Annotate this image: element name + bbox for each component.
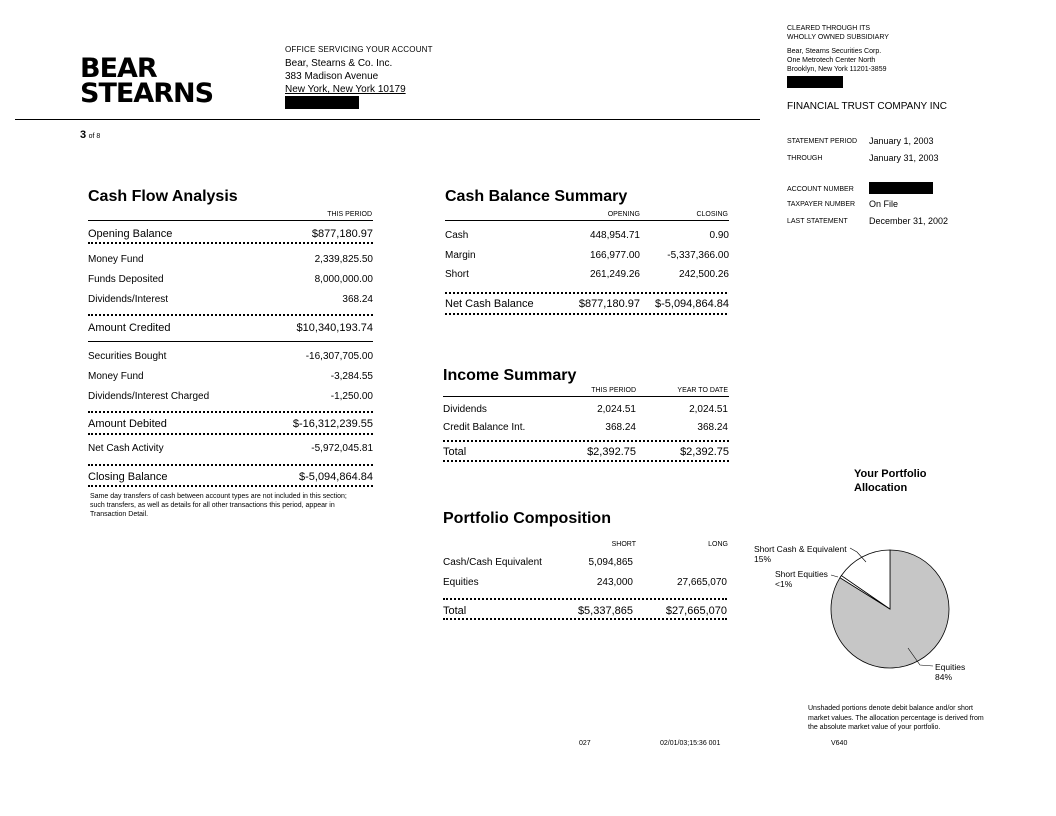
divider bbox=[88, 220, 373, 221]
row-label: Cash bbox=[445, 230, 469, 241]
row-label: Credit Balance Int. bbox=[443, 422, 526, 433]
dotted-divider bbox=[88, 464, 373, 466]
row-label: Amount Debited bbox=[88, 418, 167, 430]
statement-period-value: January 1, 2003 bbox=[869, 136, 934, 146]
row-label: Amount Credited bbox=[88, 322, 171, 334]
row-value: $877,180.97 bbox=[311, 228, 373, 240]
footer-code: 027 bbox=[579, 740, 591, 747]
divider bbox=[445, 220, 729, 221]
cash-flow-col-header: THIS PERIOD bbox=[327, 211, 372, 218]
col-header-this-period: THIS PERIOD bbox=[591, 387, 636, 394]
footer-code-2: V640 bbox=[831, 740, 848, 747]
redaction-block bbox=[285, 96, 359, 109]
col-header-opening: OPENING bbox=[607, 211, 640, 218]
row-value: 448,954.71 bbox=[589, 230, 640, 241]
account-number-label: ACCOUNT NUMBER bbox=[787, 186, 854, 193]
through-label: THROUGH bbox=[787, 155, 823, 162]
through-value: January 31, 2003 bbox=[869, 153, 939, 163]
row-value: -16,307,705.00 bbox=[305, 351, 373, 362]
row-value: 242,500.26 bbox=[678, 269, 729, 280]
dotted-divider bbox=[88, 314, 373, 316]
allocation-title-line-2: Allocation bbox=[854, 482, 908, 494]
row-label: Securities Bought bbox=[88, 351, 167, 362]
dotted-divider bbox=[443, 618, 727, 620]
col-header-short: SHORT bbox=[611, 541, 636, 548]
statement-period-label: STATEMENT PERIOD bbox=[787, 138, 858, 145]
row-value: $-5,094,864.84 bbox=[298, 471, 373, 483]
row-value: -5,337,366.00 bbox=[667, 250, 729, 261]
account-number-redacted bbox=[869, 182, 933, 194]
page-current: 3 bbox=[80, 129, 87, 141]
cash-flow-title: Cash Flow Analysis bbox=[88, 188, 238, 205]
col-header-long: LONG bbox=[708, 541, 728, 548]
row-value: -5,972,045.81 bbox=[311, 443, 373, 454]
row-value: 2,339,825.50 bbox=[314, 254, 373, 265]
row-label: Opening Balance bbox=[88, 228, 173, 240]
row-value: 261,249.26 bbox=[589, 269, 640, 280]
row-label: Dividends/Interest Charged bbox=[88, 391, 210, 402]
dotted-divider bbox=[443, 460, 729, 462]
cash-flow-note: Same day transfers of cash between account types are not included in this section; such transfers, as well as details for all other transactions this period, appear in Transaction Detail. bbox=[90, 493, 347, 518]
row-value: 27,665,070 bbox=[676, 577, 727, 588]
taxpayer-number-value: On File bbox=[869, 199, 899, 209]
dotted-divider bbox=[88, 411, 373, 413]
row-label: Margin bbox=[445, 250, 476, 261]
page-total: of 8 bbox=[88, 133, 101, 140]
row-value: 368.24 bbox=[605, 422, 636, 433]
allocation-note: Unshaded portions denote debit balance and/or short market values. The allocation percentage is derived from the absolute market value of your portfolio. bbox=[808, 705, 984, 731]
row-label: Total bbox=[443, 605, 467, 617]
dotted-divider bbox=[443, 440, 729, 442]
last-statement-value: December 31, 2002 bbox=[869, 216, 949, 226]
dotted-divider bbox=[445, 313, 727, 315]
office-line-1: Bear, Stearns & Co. Inc. bbox=[285, 58, 393, 69]
clearing-line-2: WHOLLY OWNED SUBSIDIARY bbox=[787, 34, 889, 41]
row-label: Closing Balance bbox=[88, 471, 168, 483]
taxpayer-number-label: TAXPAYER NUMBER bbox=[787, 201, 856, 208]
pie-label-short-equities bbox=[775, 569, 828, 589]
row-label: Cash/Cash Equivalent bbox=[443, 557, 542, 568]
redaction-block bbox=[787, 76, 843, 88]
row-value: 5,094,865 bbox=[588, 557, 633, 568]
row-label: Equities bbox=[443, 577, 479, 588]
row-value: $-16,312,239.55 bbox=[292, 418, 373, 430]
pie-label-pct: 15% bbox=[754, 554, 772, 564]
row-value: 2,024.51 bbox=[689, 404, 728, 415]
col-header-closing: CLOSING bbox=[696, 211, 728, 218]
pie-label-name: Short Equities bbox=[775, 569, 828, 579]
page-number bbox=[80, 129, 100, 141]
row-label: Total bbox=[443, 446, 467, 458]
header-rule bbox=[15, 119, 760, 120]
office-line-3: New York, New York 10179 bbox=[285, 84, 406, 95]
last-statement-label: LAST STATEMENT bbox=[787, 218, 848, 225]
portfolio-title: Portfolio Composition bbox=[443, 510, 611, 527]
logo-line-1: BEAR bbox=[80, 53, 157, 84]
col-header-ytd: YEAR TO DATE bbox=[677, 387, 728, 394]
pie-label-name: Short Cash & Equivalent bbox=[754, 544, 847, 554]
pie-label-pct: 84% bbox=[935, 672, 953, 682]
office-line-2: 383 Madison Avenue bbox=[285, 71, 379, 82]
row-value: $-5,094,864.84 bbox=[654, 298, 729, 310]
row-label: Net Cash Balance bbox=[445, 298, 534, 310]
allocation-title-line-1: Your Portfolio bbox=[854, 468, 927, 480]
divider bbox=[88, 341, 373, 342]
row-label: Dividends/Interest bbox=[88, 294, 169, 305]
row-value: $877,180.97 bbox=[578, 298, 640, 310]
logo-line-2: STEARNS bbox=[80, 78, 214, 109]
row-value: 368.24 bbox=[342, 294, 373, 305]
row-value: $2,392.75 bbox=[680, 446, 729, 458]
row-value: 2,024.51 bbox=[597, 404, 636, 415]
row-value: 243,000 bbox=[596, 577, 633, 588]
cash-balance-title: Cash Balance Summary bbox=[445, 188, 628, 205]
pie-label-equities bbox=[935, 662, 965, 682]
row-value: -3,284.55 bbox=[330, 371, 373, 382]
bear-stearns-logo bbox=[80, 53, 214, 109]
row-value: $10,340,193.74 bbox=[296, 322, 373, 334]
pie-label-name: Equities bbox=[935, 662, 966, 672]
pie-label-short-cash bbox=[754, 544, 847, 564]
row-value: 0.90 bbox=[709, 230, 729, 241]
office-header: OFFICE SERVICING YOUR ACCOUNT bbox=[285, 45, 433, 54]
row-label: Funds Deposited bbox=[88, 274, 164, 285]
dotted-divider bbox=[443, 598, 727, 600]
row-value: -1,250.00 bbox=[330, 391, 373, 402]
clearing-line-5: Brooklyn, New York 11201-3859 bbox=[787, 66, 887, 73]
office-address bbox=[285, 43, 433, 113]
dotted-divider bbox=[445, 292, 727, 294]
pie-label-pct: <1% bbox=[775, 579, 793, 589]
row-value: $5,337,865 bbox=[577, 605, 633, 617]
row-value: 368.24 bbox=[697, 422, 728, 433]
row-label: Net Cash Activity bbox=[88, 443, 164, 454]
clearing-line-4: One Metrotech Center North bbox=[787, 57, 876, 64]
row-value: $27,665,070 bbox=[665, 605, 727, 617]
row-label: Money Fund bbox=[88, 254, 144, 265]
leader-line bbox=[831, 575, 838, 577]
row-value: 166,977.00 bbox=[589, 250, 640, 261]
divider bbox=[443, 396, 729, 397]
row-label: Short bbox=[445, 269, 469, 280]
income-title: Income Summary bbox=[443, 367, 577, 384]
row-label: Money Fund bbox=[88, 371, 144, 382]
dotted-divider bbox=[88, 242, 373, 244]
row-value: $2,392.75 bbox=[587, 446, 636, 458]
row-label: Dividends bbox=[443, 404, 487, 415]
clearing-line-3: Bear, Stearns Securities Corp. bbox=[787, 48, 882, 55]
clearing-info bbox=[787, 24, 889, 91]
clearing-line-1: CLEARED THROUGH ITS bbox=[787, 25, 871, 32]
allocation-title bbox=[854, 467, 927, 495]
row-value: 8,000,000.00 bbox=[314, 274, 373, 285]
footer-timestamp: 02/01/03;15:36 001 bbox=[660, 740, 721, 747]
dotted-divider bbox=[88, 485, 373, 487]
firm-name: FINANCIAL TRUST COMPANY INC bbox=[787, 101, 948, 112]
dotted-divider bbox=[88, 433, 373, 435]
